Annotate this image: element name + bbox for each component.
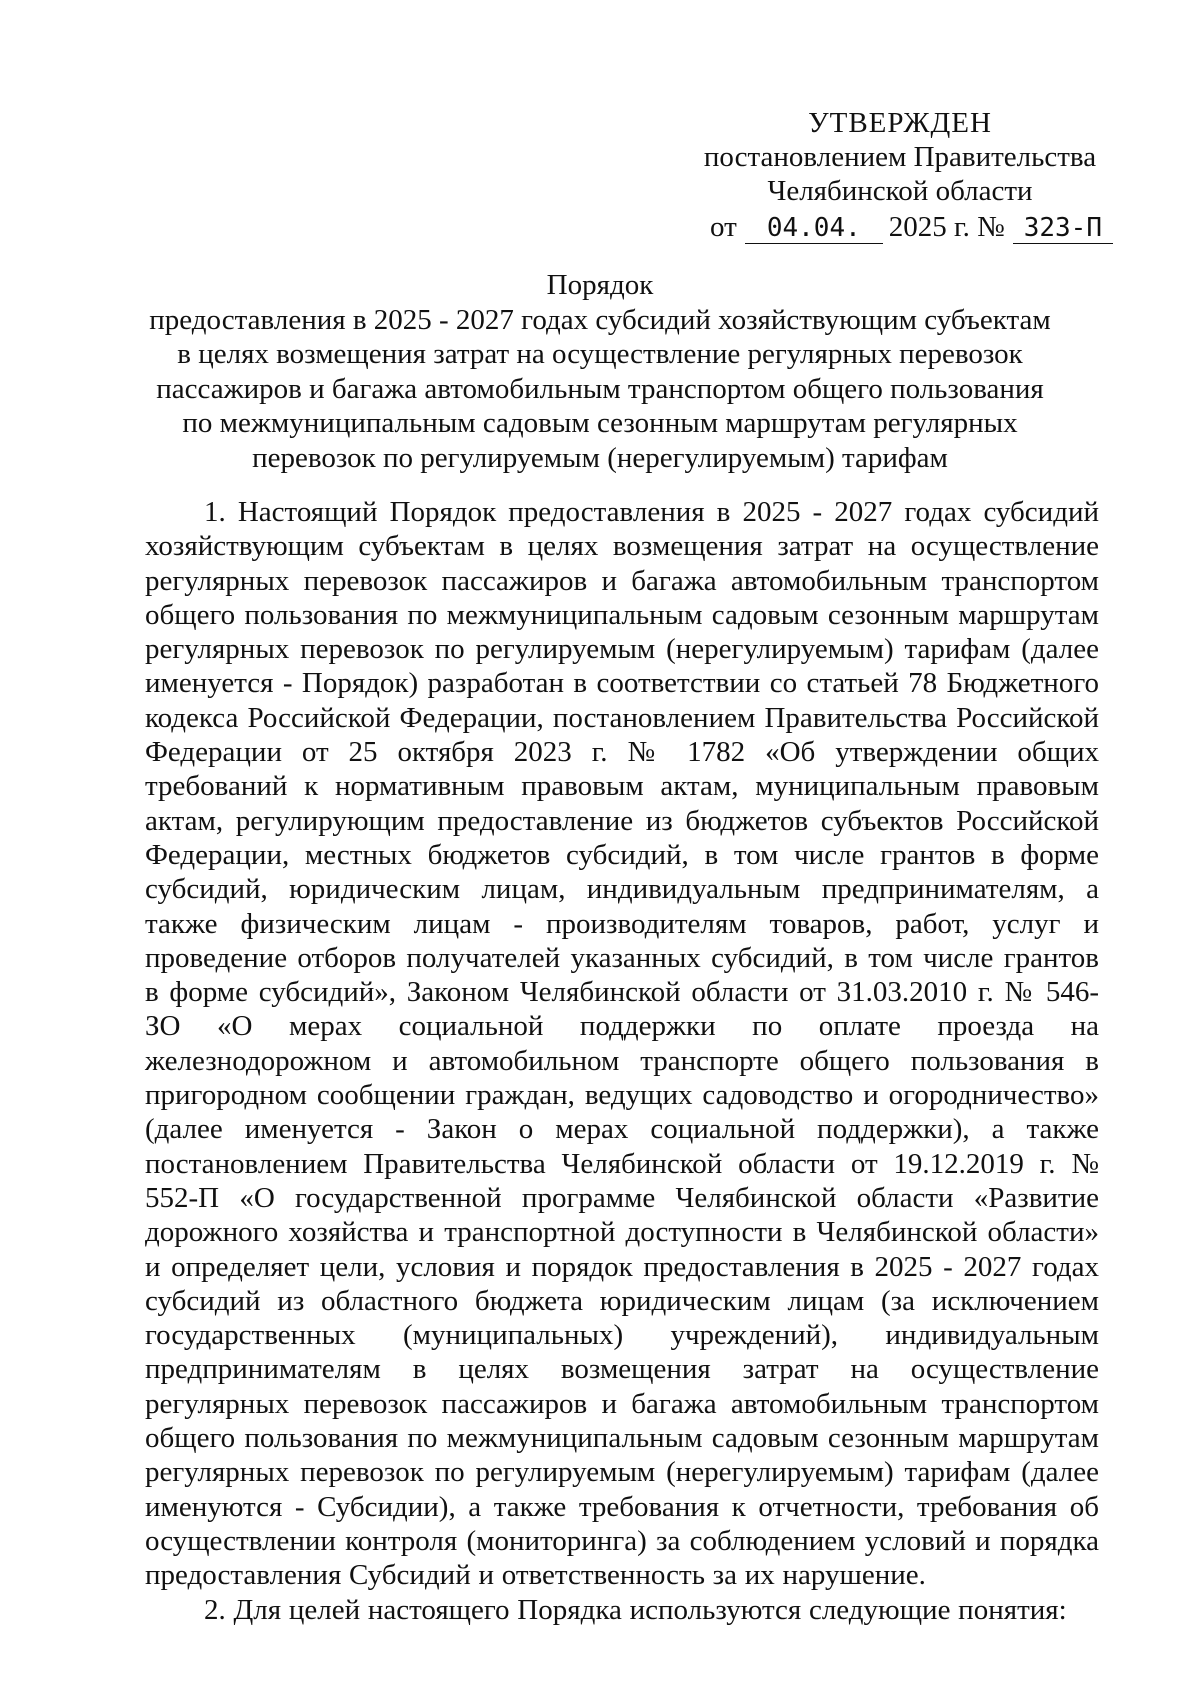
approval-number-field: 323-П	[1013, 213, 1113, 244]
year-text: 2025 г. №	[888, 211, 1005, 243]
title-line: предоставления в 2025 - 2027 годах субсидий хозяйствующим субъектам	[149, 303, 1051, 336]
approval-date-line	[700, 210, 1100, 244]
title-line: пассажиров и багажа автомобильным транспортом общего пользования	[156, 372, 1044, 405]
title-line: по межмуниципальным садовым сезонным маршрутам регулярных	[182, 407, 1018, 439]
approval-line-1: постановлением Правительства	[703, 141, 1097, 173]
document-body	[145, 495, 1099, 1627]
title-line: перевозок по регулируемым (нерегулируемым) тарифам	[252, 441, 948, 474]
approval-stamp-block	[700, 106, 1100, 244]
document-title	[100, 268, 1100, 475]
approval-line-2: Челябинской области	[767, 175, 1033, 207]
title-line: в целях возмещения затрат на осуществление регулярных перевозок	[177, 338, 1023, 370]
paragraph-1: 1. Настоящий Порядок предоставления в 2025 - 2027 годах субсидий хозяйствующим субъектам в целях возмещения затрат на осуществление регулярных перевозок пассажиров и багажа автомобильным транспортом общего пользования по межмуниципальным садовым сезонным маршрутам регулярных перевозок по регулируемым (нерегулируемым) тарифам (далее именуется - Порядок) разработан в соответствии со статьей 78 Бюджетного кодекса Российской Федерации, постановлением Правительства Российской Федерации от 25 октября 2023 г. № 1782 «Об утверждении общих требований к нормативным правовым актам, муниципальным правовым актам, регулирующим предоставление из бюджетов субъектов Российской Федерации, местных бюджетов субсидий, в том числе грантов в форме субсидий, юридическим лицам, индивидуальным предпринимателям, а также физическим лицам - производителям товаров, работ, услуг и проведение отборов получателей указанных субсидий, в том числе грантов в форме субсидий», Законом Челябинской области от 31.03.2010 г. № 546-ЗО «О мерах социальной поддержки по оплате проезда на железнодорожном и автомобильном транспорте общего пользования в пригородном сообщении граждан, ведущих садоводство и огородничество» (далее именуется - Закон о мерах социальной поддержки), а также постановлением Правительства Челябинской области от 19.12.2019 г. № 552-П «О государственной программе Челябинской области «Развитие дорожного хозяйства и транспортной доступности в Челябинской области» и определяет цели, условия и порядок предоставления в 2025 - 2027 годах субсидий из областного бюджета юридическим лицам (за исключением государственных (муниципальных) учреждений), индивидуальным предпринимателям в целях возмещения затрат на осуществление регулярных перевозок пассажиров и багажа автомобильным транспортом общего пользования по межмуниципальным садовым сезонным маршрутам регулярных перевозок по регулируемым (нерегулируемым) тарифам (далее именуются - Субсидии), а также требования к отчетности, требования об осуществлении контроля (мониторинга) за соблюдением условий и порядка предоставления Субсидий и ответственность за их нарушение.	[145, 496, 1099, 1592]
date-prefix: от	[710, 211, 737, 243]
paragraph-2: 2. Для целей настоящего Порядка используются следующие понятия:	[204, 1593, 1067, 1626]
approval-date-field: 04.04.	[745, 213, 883, 244]
approval-heading: УТВЕРЖДЕН	[808, 107, 992, 139]
title-heading: Порядок	[546, 269, 654, 301]
